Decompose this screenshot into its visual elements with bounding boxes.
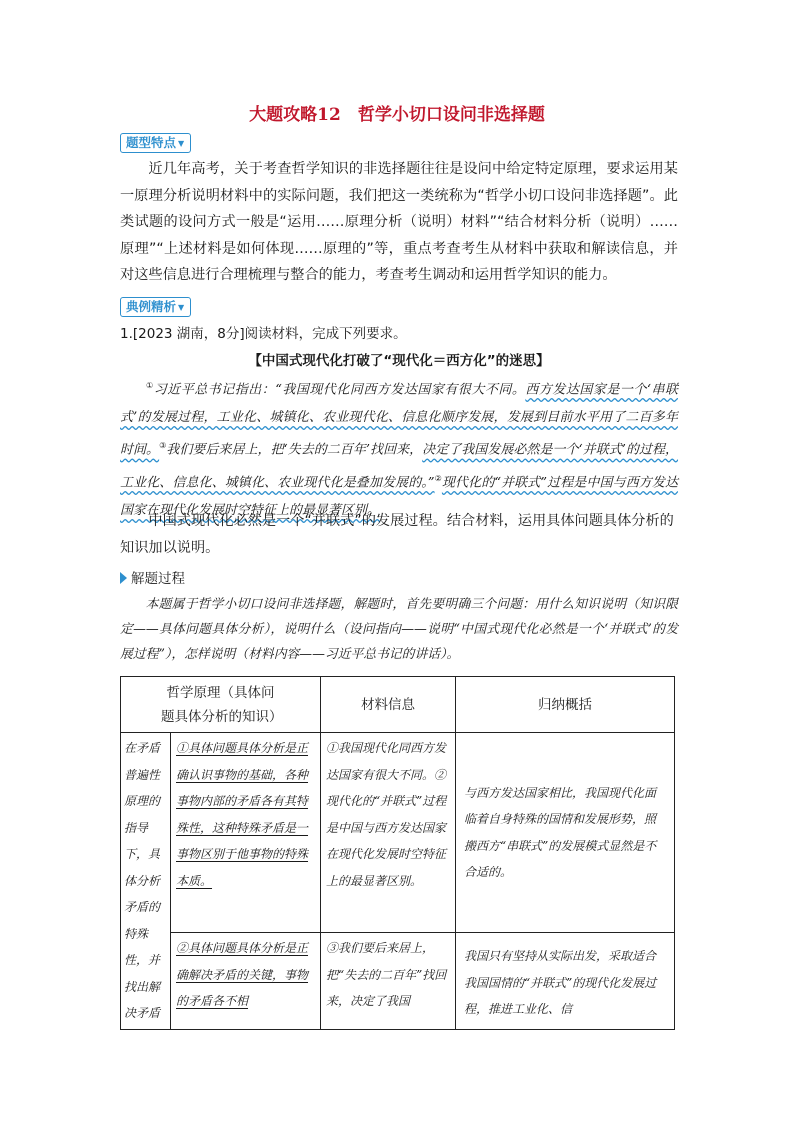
header-summary: 归纳概括 bbox=[456, 677, 675, 733]
side-label: 在矛盾普遍性原理的指导下，具体分析矛盾的特殊性，并找出解决矛盾 bbox=[121, 733, 171, 1030]
section-tag-label: 典例精析 bbox=[126, 299, 177, 314]
material-sentence-4: 决定了我国发展必然是一个‘并联式’的过程，工业化、信息化、城镇化、农业现代化是叠加发展的。” bbox=[120, 442, 679, 490]
material-sentence-3: 我们要后来居上，把‘失去的二百年’找回来， bbox=[166, 442, 423, 458]
section-tag-examples bbox=[120, 297, 191, 317]
solution-header bbox=[120, 567, 185, 587]
material-cell: ③我们要后来居上，把“失去的二百年”找回来，决定了我国 bbox=[321, 933, 456, 1029]
section-tag-label: 题型特点 bbox=[126, 135, 177, 150]
triangle-down-icon: ▼ bbox=[178, 303, 185, 312]
material-title: 【中国式现代化打破了“现代化＝西方化”的迷思】 bbox=[248, 353, 550, 369]
summary-cell: 我国只有坚持从实际出发，采取适合我国国情的“并联式”的现代化发展过程，推进工业化、信 bbox=[456, 933, 675, 1029]
material-sentence-5: 现代化的“并联式”过程是中国与西方发达国家在现代化发展时空特征上的最显著区别。 bbox=[120, 474, 679, 518]
table-header-row bbox=[121, 677, 675, 733]
table-row bbox=[121, 733, 675, 933]
intro-paragraph: 近几年高考，关于考查哲学知识的非选择题往往是设问中给定特定原理，要求运用某一原理分析说明材料中的实际问题，我们把这一类统称为“哲学小切口设问非选择题”。此类试题的设问方式一般是“运用……原理分析（说明）材料”“结合材料分析（说明）……原理”“上述材料是如何体现……原理的”等，重点考查考生从材料中获取和解读信息，并对这些信息进行合理梳理与整合的能力，考查考生调动和运用哲学知识的能力。 bbox=[120, 161, 678, 283]
material-text bbox=[120, 372, 678, 525]
material-cell: ①我国现代化同西方发达国家有很大不同。②现代化的“并联式”过程是中国与西方发达国家在现代化发展时空特征上的最显著区别。 bbox=[321, 733, 456, 933]
marker: ① bbox=[146, 381, 154, 390]
question-prompt: 中国式现代化必然是一个“并联式”的发展过程。结合材料，运用具体问题具体分析的知识加以说明。 bbox=[120, 513, 674, 556]
header-material: 材料信息 bbox=[321, 677, 456, 733]
question-header: 1.[2023 湖南，8分]阅读材料，完成下列要求。 bbox=[120, 326, 407, 342]
principle-cell: ①具体问题具体分析是正确认识事物的基础，各种事物内部的矛盾各有其特殊性，这种特殊矛盾是一事物区别于他事物的特殊本质。 bbox=[171, 733, 321, 933]
marker: ② bbox=[434, 473, 442, 483]
marker: ③ bbox=[159, 441, 167, 451]
header-principle: 哲学原理（具体问题具体分析的知识） bbox=[121, 677, 321, 733]
material-sentence-2: 西方发达国家是一个‘串联式’的发展过程，工业化、城镇化、农业现代化、信息化顺序发展，发展到目前水平用了二百多年时间。 bbox=[120, 382, 679, 458]
solution-text: 本题属于哲学小切口设问非选择题，解题时，首先要明确三个问题：用什么知识说明（知识限定——具体问题具体分析），说明什么（设问指向——说明“中国式现代化必然是一个‘并联式’的发展过程”），怎样说明（材料内容——习近平总书记的讲话）。 bbox=[120, 597, 678, 662]
material-sentence-1: 习近平总书记指出：“我国现代化同西方发达国家有很大不同。 bbox=[153, 382, 526, 398]
page-title: 大题攻略12 哲学小切口设问非选择题 bbox=[249, 105, 545, 125]
principle-cell: ②具体问题具体分析是正确解决矛盾的关键，事物的矛盾各不相 bbox=[171, 933, 321, 1029]
table-row bbox=[121, 933, 675, 1029]
summary-cell: 与西方发达国家相比，我国现代化面临着自身特殊的国情和发展形势，照搬西方“串联式”的发展模式显然是不合适的。 bbox=[456, 733, 675, 933]
section-tag-type-features bbox=[120, 133, 191, 153]
analysis-table bbox=[120, 676, 675, 1030]
triangle-right-icon bbox=[120, 572, 127, 584]
solution-header-label: 解题过程 bbox=[131, 571, 185, 587]
triangle-down-icon: ▼ bbox=[178, 139, 185, 148]
